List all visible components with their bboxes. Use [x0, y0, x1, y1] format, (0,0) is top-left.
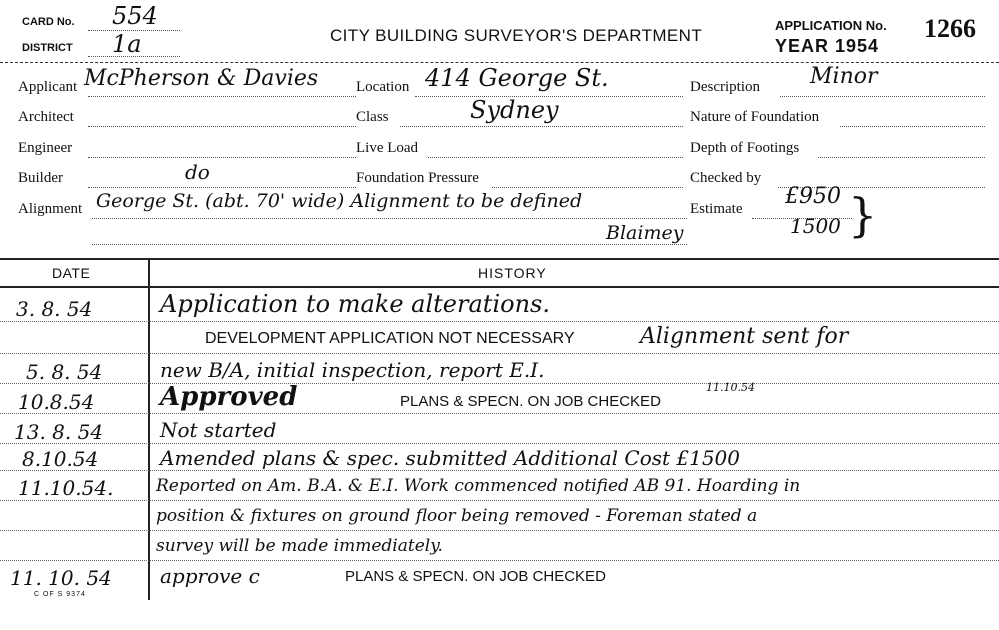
- table-row-text: Amended plans & spec. submitted Additional Cost £1500: [160, 446, 741, 470]
- alignment-label: Alignment: [18, 201, 83, 217]
- table-row-text: Not started: [160, 418, 277, 442]
- estimate-brace: }: [848, 188, 878, 242]
- header-divider: [0, 62, 999, 63]
- development-stamp: DEVELOPMENT APPLICATION NOT NECESSARY: [205, 330, 575, 347]
- table-row-date: 13. 8. 54: [14, 420, 104, 444]
- table-row-date: 5. 8. 54: [26, 360, 103, 384]
- application-no-label: APPLICATION No.: [775, 18, 887, 33]
- class-label: Class: [356, 109, 389, 125]
- department-title: CITY BUILDING SURVEYOR'S DEPARTMENT: [330, 26, 703, 45]
- estimate-value-1: £950: [785, 184, 841, 209]
- district-value: 1a: [112, 30, 142, 58]
- live-load-label: Live Load: [356, 140, 419, 156]
- table-row-date: 8.10.54: [22, 447, 99, 471]
- date-header: DATE: [52, 265, 91, 281]
- table-row-text: survey will be made immediately.: [156, 536, 443, 556]
- table-row-date: 11.10.54.: [18, 476, 114, 500]
- table-row-text: approve c: [160, 564, 260, 588]
- applicant-value: McPherson & Davies: [84, 66, 319, 91]
- applicant-label: Applicant: [18, 79, 78, 95]
- location-label: Location: [356, 79, 410, 95]
- foundation-pressure-label: Foundation Pressure: [356, 170, 479, 186]
- location-value: 414 George St.: [425, 64, 609, 92]
- date-column-divider: [148, 260, 150, 600]
- footer-code: C OF S 9374: [34, 591, 86, 598]
- engineer-label: Engineer: [18, 140, 73, 156]
- description-value: Minor: [810, 64, 878, 89]
- history-header: HISTORY: [478, 265, 547, 281]
- builder-label: Builder: [18, 170, 63, 186]
- plans-checked-stamp: PLANS & SPECN. ON JOB CHECKED: [400, 393, 661, 410]
- depth-of-footings-label: Depth of Footings: [690, 140, 800, 156]
- description-label: Description: [690, 79, 760, 95]
- table-row-text: Alignment sent for: [640, 324, 849, 349]
- table-row-date: 3. 8. 54: [16, 297, 93, 321]
- alignment-value: George St. (abt. 70' wide) Alignment to be defined: [96, 190, 583, 212]
- table-row-text: new B/A, initial inspection, report E.I.: [160, 358, 545, 382]
- nature-of-foundation-label: Nature of Foundation: [690, 109, 820, 125]
- architect-label: Architect: [18, 109, 74, 125]
- card-no-value: 554: [112, 2, 158, 30]
- checked-by-label: Checked by: [690, 170, 762, 186]
- table-row-date: 11. 10. 54: [10, 566, 112, 590]
- alignment-note: Blaimey: [606, 222, 684, 244]
- table-row-text: Reported on Am. B.A. & E.I. Work commenced notified AB 91. Hoarding in: [156, 476, 801, 496]
- table-row-text: position & fixtures on ground floor being removed - Foreman stated a: [156, 506, 758, 526]
- table-row-date: 10.8.54: [18, 390, 95, 414]
- estimate-value-2: 1500: [790, 214, 841, 238]
- location-value-2: Sydney: [470, 96, 559, 124]
- year-label: YEAR 1954: [775, 36, 880, 56]
- table-row-note: 11.10.54: [706, 381, 755, 394]
- card-no-label: CARD No.: [22, 16, 75, 28]
- application-no-value: 1266: [924, 14, 976, 43]
- table-row-text: Approved: [160, 382, 298, 412]
- plans-checked-stamp: PLANS & SPECN. ON JOB CHECKED: [345, 568, 606, 585]
- builder-value: do: [185, 160, 210, 184]
- estimate-label: Estimate: [690, 201, 743, 217]
- district-label: DISTRICT: [22, 42, 73, 54]
- table-row-text: Application to make alterations.: [160, 290, 550, 318]
